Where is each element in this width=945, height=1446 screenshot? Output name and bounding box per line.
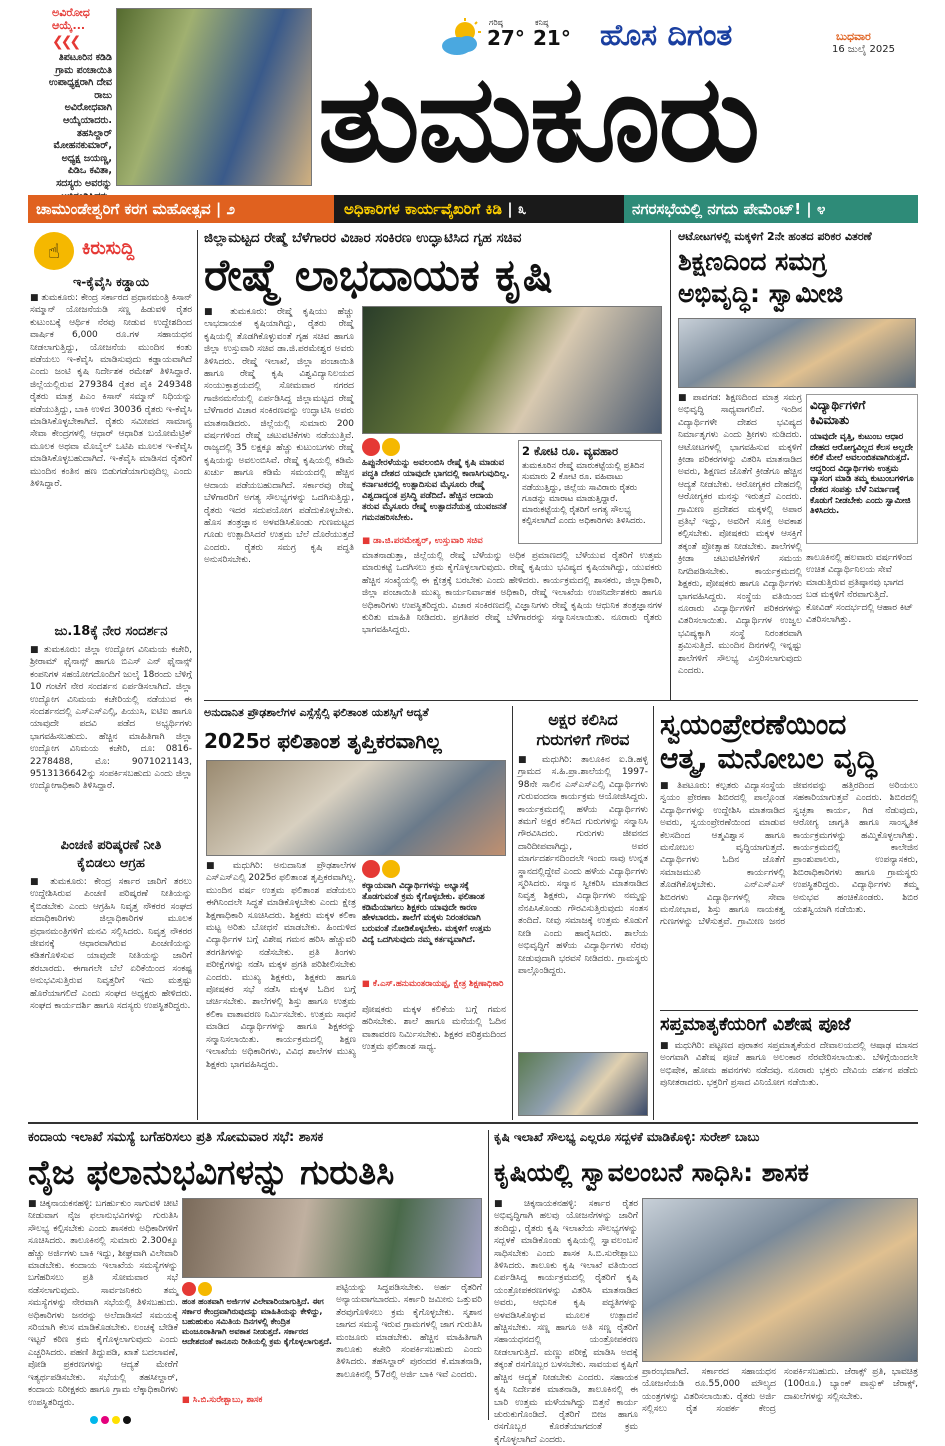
bottom-right-photo [642,1198,918,1362]
akshara-body: ■ ಮಧುಗಿರಿ: ತಾಲೂಕಿನ ಐ.ಡಿ.ಹಳ್ಳಿ ಗ್ರಾಮದ ಸ.ಹಿ.ಪ್ರಾ.ಶಾಲೆಯಲ್ಲಿ 1997-98ನೇ ಸಾಲಿನ ಎಸ್ಎಸ್ಎಲ್ಸಿ ವಿದ್ಯಾರ್ಥಿಗಳು ಗುರುವಂದನಾ ಕಾರ್ಯಕ್ರಮ ಆಯೋಜಿಸಿದ್ದರು. ಕಾರ್ಯಕ್ರಮದಲ್ಲಿ ಹಳೆಯ ವಿದ್ಯಾರ್ಥಿಗಳು ತಮಗೆ ಅಕ್ಷರ ಕಲಿಸಿದ ಗುರುಗಳನ್ನು ಸನ್ಮಾನಿಸಿ ಗೌರವಿಸಿದರು. ಗುರುಗಳು ಜೀವನದ ದಾರಿದೀಪವಾಗಿದ್ದು, ಅವರ ಮಾರ್ಗದರ್ಶನದಿಂದಲೇ ಇಂದು ನಾವು ಉನ್ನತ ಸ್ಥಾನದಲ್ಲಿದ್ದೇವೆ ಎಂದು ಹಳೆಯ ವಿದ್ಯಾರ್ಥಿಗಳು ಸ್ಮರಿಸಿದರು. ಸನ್ಮಾನ ಸ್ವೀಕರಿಸಿ ಮಾತನಾಡಿದ ನಿವೃತ್ತ ಶಿಕ್ಷಕರು, ವಿದ್ಯಾರ್ಥಿಗಳು ನಮ್ಮನ್ನು ನೆನಪಿಸಿಕೊಂಡು ಗೌರವಿಸುತ್ತಿರುವುದು ಸಂತಸ ತಂದಿದೆ. ನೀವು ಸಮಾಜಕ್ಕೆ ಉತ್ತಮ ಕೊಡುಗೆ ನೀಡಿ ಎಂದು ಹಾರೈಸಿದರು. ಶಾಲೆಯ ಅಭಿವೃದ್ಧಿಗೆ ಹಳೆಯ ವಿದ್ಯಾರ್ಥಿಗಳು ನೆರವು ನೀಡುವುದಾಗಿ ಭರವಸೆ ನೀಡಿದರು. ಗ್ರಾಮಸ್ಥರು ಪಾಲ್ಗೊಂಡಿದ್ದರು. [518,755,648,976]
svayam-body: ■ ತಿಪಟೂರು: ಕಲ್ಪತರು ವಿದ್ಯಾಸಂಸ್ಥೆಯ ಸ್ವಯಂ ಪ್ರೇರಣಾ ಶಿಬಿರದಲ್ಲಿ ಪಾಲ್ಗೊಂಡ ವಿದ್ಯಾರ್ಥಿಗಳನ್ನು ಉದ್ದೇಶಿಸಿ ಮಾತನಾಡಿದ ಅವರು, ಸ್ವಯಂಪ್ರೇರಣೆಯಿಂದ ಮಾಡುವ ಕೆಲಸದಿಂದ ಆತ್ಮವಿಶ್ವಾಸ ಹಾಗೂ ಮನೋಬಲ ವೃದ್ಧಿಯಾಗುತ್ತದೆ. ವಿದ್ಯಾರ್ಥಿಗಳು ಓದಿನ ಜೊತೆಗೆ ಸಮಾಜಮುಖಿ ಕಾರ್ಯಗಳಲ್ಲಿ ತೊಡಗಿಕೊಳ್ಳಬೇಕು. ಎನ್ಎಸ್ಎಸ್ ಶಿಬಿರಗಳು ವಿದ್ಯಾರ್ಥಿಗಳಲ್ಲಿ ಸೇವಾ ಮನೋಭಾವ, ಶಿಸ್ತು ಹಾಗೂ ನಾಯಕತ್ವ ಗುಣಗಳನ್ನು ಬೆಳೆಸುತ್ತವೆ. ಗ್ರಾಮೀಣ ಜನರ ಜೀವನವನ್ನು ಹತ್ತಿರದಿಂದ ಅರಿಯಲು ಸಹಕಾರಿಯಾಗುತ್ತವೆ ಎಂದರು. ಶಿಬಿರದಲ್ಲಿ ಸ್ವಚ್ಛತಾ ಕಾರ್ಯ, ಗಿಡ ನೆಡುವುದು, ಆರೋಗ್ಯ ಜಾಗೃತಿ ಹಾಗೂ ಸಾಂಸ್ಕೃತಿಕ ಕಾರ್ಯಕ್ರಮಗಳನ್ನು ಹಮ್ಮಿಕೊಳ್ಳಲಾಗಿತ್ತು. ಕಾರ್ಯಕ್ರಮದಲ್ಲಿ ಕಾಲೇಜಿನ ಪ್ರಾಂಶುಪಾಲರು, ಉಪನ್ಯಾಸಕರು, ಶಿಬಿರಾಧಿಕಾರಿಗಳು ಹಾಗೂ ಗ್ರಾಮಸ್ಥರು ಉಪಸ್ಥಿತರಿದ್ದರು. ವಿದ್ಯಾರ್ಥಿಗಳು ತಮ್ಮ ಅನುಭವ ಹಂಚಿಕೊಂಡರು. ಶಿಬಿರ ಯಶಸ್ವಿಯಾಗಿ ನಡೆಯಿತು. [660,781,918,928]
kiru-story-2-head: ಜು.18ಕ್ಕೆ ನೇರ ಸಂದರ್ಶನ [54,624,168,639]
lead-quote [362,438,512,544]
quote-dot-2 [382,438,400,456]
shikshana-body-col2: ತಾಲೂಕಿನಲ್ಲಿ ಹಲವಾರು ವರ್ಷಗಳಿಂದ ಉಚಿತ ವಿದ್ಯಾರ್ಥಿನಿಲಯ ಸೇವೆ ಮಾಡುತ್ತಿರುವ ಪ್ರತಿಷ್ಠಾನವು ಭಾಗದ ಬಡ ಮಕ್ಕಳಿಗೆ ನೆರವಾಗುತ್ತಿದೆ. ಕೋವಿಡ್ ಸಂದರ್ಭದಲ್ಲಿ ಆಹಾರ ಕಿಟ್ ವಿತರಿಸಲಾಗಿತ್ತು. [806,553,913,626]
lead-infobox-body: ತುಮಕೂರಿನ ರೇಷ್ಮೆ ಮಾರುಕಟ್ಟೆಯಲ್ಲಿ ಪ್ರತಿದಿನ ಸುಮಾರು 2 ಕೋಟಿ ರೂ. ವಹಿವಾಟು ನಡೆಯುತ್ತಿದ್ದು, ಜಿಲ್ಲೆಯ ಸಾವಿರಾರು ರೈತರು ಗೂಡನ್ನು ಮಾರಾಟ ಮಾಡುತ್ತಿದ್ದಾರೆ. ಮಾರುಕಟ್ಟೆಯಲ್ಲಿ ರೈತರಿಗೆ ಅಗತ್ಯ ಸೌಲಭ್ಯ ಕಲ್ಪಿಸಲಾಗಿದೆ ಎಂದು ಅಧಿಕಾರಿಗಳು ತಿಳಿಸಿದರು. [522,461,646,526]
result-body: ■ ಮಧುಗಿರಿ: ಅನುದಾನಿತ ಪ್ರೌಢಶಾಲೆಗಳ ಎಸ್ಎಸ್ಎಲ್ಸಿ 2025ರ ಫಲಿತಾಂಶ ತೃಪ್ತಿಕರವಾಗಿಲ್ಲ. ಮುಂದಿನ ವರ್ಷ ಉತ್ತಮ ಫಲಿತಾಂಶ ಪಡೆಯಲು ಈಗಿನಿಂದಲೇ ಸಿದ್ಧತೆ ಮಾಡಿಕೊಳ್ಳಬೇಕು ಎಂದು ಕ್ಷೇತ್ರ ಶಿಕ್ಷಣಾಧಿಕಾರಿ ಸೂಚಿಸಿದರು. ಶಿಕ್ಷಕರು ಮಕ್ಕಳ ಕಲಿಕಾ ಮಟ್ಟ ಅರಿತು ಬೋಧನೆ ಮಾಡಬೇಕು. ಹಿಂದುಳಿದ ವಿದ್ಯಾರ್ಥಿಗಳ ಬಗ್ಗೆ ವಿಶೇಷ ಗಮನ ಹರಿಸಿ ಹೆಚ್ಚುವರಿ ತರಗತಿಗಳನ್ನು ನಡೆಸಬೇಕು. ಪ್ರತಿ ತಿಂಗಳು ಪರೀಕ್ಷೆಗಳನ್ನು ನಡೆಸಿ ಮಕ್ಕಳ ಪ್ರಗತಿ ಪರಿಶೀಲಿಸಬೇಕು ಎಂದರು. ಮುಖ್ಯ ಶಿಕ್ಷಕರು, ಶಿಕ್ಷಕರು ಹಾಗೂ ಪೋಷಕರ ಸಭೆ ನಡೆಸಿ ಮಕ್ಕಳ ಓದಿನ ಬಗ್ಗೆ ಚರ್ಚಿಸಬೇಕು. ಶಾಲೆಗಳಲ್ಲಿ ಶಿಸ್ತು ಹಾಗೂ ಉತ್ತಮ ಕಲಿಕಾ ವಾತಾವರಣ ನಿರ್ಮಿಸಬೇಕು. ಉತ್ತಮ ಸಾಧನೆ ಮಾಡಿದ ವಿದ್ಯಾರ್ಥಿಗಳನ್ನು ಹಾಗೂ ಶಿಕ್ಷಕರನ್ನು ಸನ್ಮಾನಿಸಲಾಯಿತು. ಕಾರ್ಯಕ್ರಮದಲ್ಲಿ ಶಿಕ್ಷಣ ಇಲಾಖೆಯ ಅಧಿಕಾರಿಗಳು, ವಿವಿಧ ಶಾಲೆಗಳ ಮುಖ್ಯ ಶಿಕ್ಷಕರು ಭಾಗವಹಿಸಿದ್ದರು. [206,861,356,1070]
bottom-right-body-col2: ಪ್ರಾರಂಭವಾಗಿದೆ. ಸರ್ಕಾರದ ಸಹಾಯಧನ ಯೋಜನೆಯಡಿ ರೂ.55,000 ಮೌಲ್ಯದ ಯಂತ್ರಗಳನ್ನು ವಿತರಿಸಲಾಯಿತು. ರೈತರು ಅರ್ಜಿ ಸಲ್ಲಿಸಲು ರೈತ ಸಂಪರ್ಕ ಕೇಂದ್ರ ಸಂಪರ್ಕಿಸಬಹುದು. ಜೆರಾಕ್ಸ್ ಪ್ರತಿ, ಭಾವಚಿತ್ರ (100ರೂ.) ಬ್ಯಾಂಕ್ ಪಾಸ್ಬುಕ್ ಜೆರಾಕ್ಸ್, ದಾಖಲೆಗಳನ್ನು ಸಲ್ಲಿಸಬೇಕು. [642,1367,918,1415]
akshara-headline-1: ಅಕ್ಷರ ಕಲಿಸಿದ [548,710,618,729]
band-adhikarigala[interactable] [334,195,624,223]
band-nagarasabhe[interactable] [624,195,918,223]
quote-dot-2 [382,860,400,878]
quote-dot-1 [182,1282,196,1296]
bottom-left-body-col2: ಪಟ್ಟಿಯನ್ನು ಸಿದ್ಧಪಡಿಸಬೇಕು. ಅರ್ಹ ರೈತರಿಗೆ ಅನ್ಯಾಯವಾಗಬಾರದು. ಸರ್ಕಾರಿ ಜಮೀನು ಒತ್ತುವರಿ ತೆರವುಗೊಳಿಸಲು ಕ್ರಮ ಕೈಗೊಳ್ಳಬೇಕು. ಸ್ಮಶಾನ ಜಾಗದ ಸಮಸ್ಯೆ ಇರುವ ಗ್ರಾಮಗಳಲ್ಲಿ ಜಾಗ ಗುರುತಿಸಿ ಮಂಜೂರು ಮಾಡಬೇಕು. ಹೆಚ್ಚಿನ ಮಾಹಿತಿಗಾಗಿ ತಾಲೂಕು ಕಚೇರಿ ಸಂಪರ್ಕಿಸಬಹುದು ಎಂದು ತಿಳಿಸಿದರು. ತಹಸಿಲ್ದಾರ್ ಪುರಂದರ ಕೆ.ಮಾತನಾಡಿ, ತಾಲೂಕಿನಲ್ಲಿ 57ರಲ್ಲಿ ಅರ್ಜಿ ಬಾಕಿ ಇವೆ ಎಂದರು. [336,1283,482,1380]
lead-infobox [518,440,662,544]
shikshana-headline-1: ಶಿಕ್ಷಣದಿಂದ ಸಮಗ್ರ [678,247,827,276]
magenta-dot [101,1416,109,1424]
lead-headline: ರೇಷ್ಮೆ ಲಾಭದಾಯಕ ಕೃಷಿ [204,250,553,301]
kiru-story-1-body: ■ ತುಮಕೂರು: ಕೇಂದ್ರ ಸರ್ಕಾರದ ಪ್ರಧಾನಮಂತ್ರಿ ಕಿಸಾನ್ ಸಮ್ಮಾನ್ ಯೋಜನೆಯಡಿ ಸಣ್ಣ ಹಿಡುವಳಿ ರೈತರ ಕುಟುಂಬಕ್ಕೆ ಆರ್ಥಿಕ ನೆರವು ನೀಡುವ ಉದ್ದೇಶದಿಂದ ವಾರ್ಷಿಕ 6,000 ರೂ.ಗಳ ಸಹಾಯಧನ ನೀಡಲಾಗುತ್ತಿದ್ದು, ಯೋಜನೆಯ ಮುಂದಿನ ಕಂತು ಪಡೆಯಲು ಇ-ಕೆವೈಸಿ ಮಾಡಿಸುವುದು ಕಡ್ಡಾಯವಾಗಿದೆ ಎಂದು ಜಂಟಿ ಕೃಷಿ ನಿರ್ದೇಶಕ ರಮೇಶ್ ತಿಳಿಸಿದ್ದಾರೆ. ಜಿಲ್ಲೆಯಲ್ಲಿರುವ 279384 ರೈತರ ಪೈಕಿ 249348 ರೈತರು ಮಾತ್ರ ಪಿಎಂ ಕಿಸಾನ್ ಸಮ್ಮಾನ್ ನಿಧಿಯನ್ನು ಪಡೆಯುತ್ತಿದ್ದು, ಬಾಕಿ ಉಳಿದ 30036 ರೈತರು ಇ-ಕೆವೈಸಿ ಮಾಡಿಸಿಕೊಳ್ಳಬೇಕಾಗಿದೆ. ರೈತರು ಸಮೀಪದ ಸಾಮಾನ್ಯ ಸೇವಾ ಕೇಂದ್ರಗಳಲ್ಲಿ ಆಧಾರ್ ಆಧಾರಿತ ಬಯೋಮೆಟ್ರಿಕ್ ಮೂಲಕ ಅಥವಾ ಮೊಬೈಲ್ ಒಟಿಪಿ ಮೂಲಕ ಇ-ಕೆವೈಸಿ ಮಾಡಿಸಿಕೊಳ್ಳಬಹುದಾಗಿದೆ. ಇ-ಕೆವೈಸಿ ಮಾಡಿಸದ ರೈತರಿಗೆ ಮುಂದಿನ ಕಂತಿನ ಹಣ ಬಿಡುಗಡೆಯಾಗುವುದಿಲ್ಲ ಎಂದು ತಿಳಿಸಿದ್ದಾರೆ. [30,293,192,490]
issue-date: 16 ಜುಲೈ 2025 [832,44,895,55]
svayam-headline-2: ಆತ್ಮ, ಮನೋಬಲ ವೃದ್ಧಿ [660,742,878,775]
shikshana-body-col1: ■ ಪಾವಗಡ: ಶಿಕ್ಷಣದಿಂದ ಮಾತ್ರ ಸಮಗ್ರ ಅಭಿವೃದ್ಧಿ ಸಾಧ್ಯವಾಗಲಿದೆ. ಇಂದಿನ ವಿದ್ಯಾರ್ಥಿಗಳೇ ದೇಶದ ಭವಿಷ್ಯದ ನಿರ್ಮಾತೃಗಳು ಎಂದು ಶ್ರೀಗಳು ನುಡಿದರು. ಆಟೋಟಗಳಲ್ಲಿ ಭಾಗವಹಿಸುವ ಮಕ್ಕಳಿಗೆ ಕ್ರೀಡಾ ಪರಿಕರಗಳನ್ನು ವಿತರಿಸಿ ಮಾತನಾಡಿದ ಅವರು, ಶಿಕ್ಷಣದ ಜೊತೆಗೆ ಕ್ರೀಡೆಗೂ ಹೆಚ್ಚಿನ ಆದ್ಯತೆ ನೀಡಬೇಕು. ಆರೋಗ್ಯಕರ ದೇಹದಲ್ಲಿ ಆರೋಗ್ಯಕರ ಮನಸ್ಸು ಇರುತ್ತದೆ ಎಂದರು. ಗ್ರಾಮೀಣ ಪ್ರದೇಶದ ಮಕ್ಕಳಲ್ಲಿ ಅಪಾರ ಪ್ರತಿಭೆ ಇದ್ದು, ಅವರಿಗೆ ಸೂಕ್ತ ಅವಕಾಶ ಕಲ್ಪಿಸಬೇಕು. ಪೋಷಕರು ಮಕ್ಕಳ ಆಸಕ್ತಿಗೆ ತಕ್ಕಂತೆ ಪ್ರೋತ್ಸಾಹ ನೀಡಬೇಕು. ಶಾಲೆಗಳಲ್ಲಿ ಕ್ರೀಡಾ ಚಟುವಟಿಕೆಗಳಿಗೆ ಸಮಯ ನಿಗದಿಪಡಿಸಬೇಕು. ಕಾರ್ಯಕ್ರಮದಲ್ಲಿ ಶಿಕ್ಷಕರು, ಪೋಷಕರು ಹಾಗೂ ವಿದ್ಯಾರ್ಥಿಗಳು ಭಾಗವಹಿಸಿದ್ದರು. ಸಂಸ್ಥೆಯ ವತಿಯಿಂದ ನೂರಾರು ವಿದ್ಯಾರ್ಥಿಗಳಿಗೆ ಪರಿಕರಗಳನ್ನು ವಿತರಿಸಲಾಯಿತು. ವಿದ್ಯಾರ್ಥಿಗಳ ಉಜ್ವಲ ಭವಿಷ್ಯಕ್ಕಾಗಿ ಸಂಸ್ಥೆ ನಿರಂತರವಾಗಿ ಶ್ರಮಿಸುತ್ತಿದೆ. ಮುಂದಿನ ದಿನಗಳಲ್ಲಿ ಇನ್ನಷ್ಟು ಶಾಲೆಗಳಿಗೆ ಸೌಲಭ್ಯ ವಿಸ್ತರಿಸಲಾಗುವುದು ಎಂದರು. [678,393,802,676]
corner-tag-line1: ಅವಿರೋಧ [52,6,90,19]
chevron-left-icon: ❮❮❮ [52,34,79,50]
akshara-headline-2: ಗುರುಗಳಿಗೆ ಗೌರವ [536,730,630,749]
band-2-page: | ೩ [507,200,527,218]
result-photo [206,760,506,856]
shikshana-sidebox [806,394,918,544]
band-1-page: | ೨ [215,200,235,218]
band-2-text: ಅಧಿಕಾರಿಗಳ ಕಾರ್ಯವೈಖರಿಗೆ ಕಿಡಿ [344,200,502,218]
band-3-page: | ೪ [806,200,826,218]
column-rule [197,230,198,1120]
max-temp: 27° [487,26,525,50]
lead-infobox-head: 2 ಕೋಟಿ ರೂ. ವ್ಯವಹಾರ [522,444,619,458]
band-3-text: ನಗರಸಭೆಯಲ್ಲಿ ನಗದು ಪೇಮೆಂಟ್! [632,200,802,218]
min-temp: 21° [533,26,571,50]
column-rule [512,706,513,1120]
quote-dot-2 [198,1282,212,1296]
cyan-dot [90,1416,98,1424]
bottom-left-headline: ನೈಜ ಫಲಾನುಭವಿಗಳನ್ನು ಗುರುತಿಸಿ [28,1153,395,1193]
lead-quote-text: ಹಿಪ್ಪುನೇರಳೆಯನ್ನು ಅವಲಂಬಿಸಿ ರೇಷ್ಮೆ ಕೃಷಿ ಮಾಡುವ ಪದ್ಧತಿ ದೇಶದ ಯಾವುದೇ ಭಾಗದಲ್ಲಿ ಕಾಣಸಿಗುವುದಿಲ್ಲ. ಕರ್ನಾಟಕದಲ್ಲಿ ಉತ್ಪಾದಿಸುವ ಮೈಸೂರು ರೇಷ್ಮೆ ವಿಶ್ವದಾದ್ಯಂತ ಪ್ರಸಿದ್ಧಿ ಪಡೆದಿದೆ. ಹೆಚ್ಚಿನ ಆದಾಯ ತರುವ ಮೈಸೂರು ರೇಷ್ಮೆ ಉತ್ಪಾದನೆಯತ್ತ ಯುವಜನತೆ ಗಮನಹರಿಸಬೇಕು. [362,458,510,523]
sidebox-head-2: ಕಿವಿಮಾತು [810,413,850,427]
column-rule [488,1130,489,1420]
result-headline: 2025ರ ಫಲಿತಾಂಶ ತೃಪ್ತಿಕರವಾಗಿಲ್ಲ [204,729,442,753]
quote-dot-1 [362,438,380,456]
corner-tag [52,6,114,50]
band-chamundeshwari[interactable] [28,195,334,223]
kiru-story-3-body: ■ ತುಮಕೂರು: ಕೇಂದ್ರ ಸರ್ಕಾರ ಜಾರಿಗೆ ತರಲು ಉದ್ದೇಶಿಸಿರುವ ಪಿಂಚಣಿ ಪರಿಷ್ಕರಣೆ ನೀತಿಯನ್ನು ಕೈಬಿಡಬೇಕು ಎಂದು ಆಗ್ರಹಿಸಿ ನಿವೃತ್ತ ನೌಕರರ ಸಂಘದ ಪದಾಧಿಕಾರಿಗಳು ಜಿಲ್ಲಾಧಿಕಾರಿಗಳ ಮೂಲಕ ಪ್ರಧಾನಮಂತ್ರಿಗಳಿಗೆ ಮನವಿ ಸಲ್ಲಿಸಿದರು. ನಿವೃತ್ತ ನೌಕರರ ಜೀವನಕ್ಕೆ ಆಧಾರವಾಗಿರುವ ಪಿಂಚಣಿಯನ್ನು ಕಡಿತಗೊಳಿಸುವ ಯಾವುದೇ ನೀತಿಯನ್ನು ಜಾರಿಗೆ ತರಬಾರದು. ಈಗಾಗಲೇ ಬೆಲೆ ಏರಿಕೆಯಿಂದ ಸಂಕಷ್ಟ ಅನುಭವಿಸುತ್ತಿರುವ ನಿವೃತ್ತರಿಗೆ ಇದು ಮತ್ತಷ್ಟು ಹೊರೆಯಾಗಲಿದೆ ಎಂದು ಸಂಘದ ಅಧ್ಯಕ್ಷರು ಹೇಳಿದರು. ಸಂಘದ ಕಾರ್ಯದರ್ಶಿ ಹಾಗೂ ಸದಸ್ಯರು ಉಪಸ್ಥಿತರಿದ್ದರು. [30,877,192,1012]
bottom-left-kicker: ಕಂದಾಯ ಇಲಾಖೆ ಸಮಸ್ಯೆ ಬಗೆಹರಿಸಲು ಪ್ರತಿ ಸೋಮವಾರ ಸಭೆ: ಶಾಸಕ [28,1130,324,1145]
saptamatr-headline: ಸಪ್ತಮಾತೃಕೆಯರಿಗೆ ವಿಶೇಷ ಪೂಜೆ [660,1014,851,1035]
lead-body-col2: ಮಾತನಾಡುತ್ತಾ, ಜಿಲ್ಲೆಯಲ್ಲಿ ರೇಷ್ಮೆ ಬೆಳೆಯನ್ನು ಅಧಿಕ ಪ್ರಮಾಣದಲ್ಲಿ ಬೆಳೆಯುವ ರೈತರಿಗೆ ಉತ್ತಮ ಮಾರುಕಟ್ಟೆ ಒದಗಿಸಲು ಕ್ರಮ ಕೈಗೊಳ್ಳಲಾಗುವುದು. ರೇಷ್ಮೆ ಕೃಷಿಯು ಭವಿಷ್ಯದ ಕೃಷಿಯಾಗಿದ್ದು, ಯುವಕರು ಹೆಚ್ಚಿನ ಸಂಖ್ಯೆಯಲ್ಲಿ ಈ ಕ್ಷೇತ್ರಕ್ಕೆ ಬರಬೇಕು ಎಂದು ಹೇಳಿದರು. ಕಾರ್ಯಕ್ರಮದಲ್ಲಿ ಶಾಸಕರು, ಜಿಲ್ಲಾಧಿಕಾರಿ, ಜಿಲ್ಲಾ ಪಂಚಾಯಿತಿ ಮುಖ್ಯ ಕಾರ್ಯನಿರ್ವಾಹಕ ಅಧಿಕಾರಿ, ರೇಷ್ಮೆ ಇಲಾಖೆಯ ಉಪನಿರ್ದೇಶಕರು ಹಾಗೂ ಅಧಿಕಾರಿಗಳು ಉಪಸ್ಥಿತರಿದ್ದರು. ವಿಚಾರ ಸಂಕಿರಣದಲ್ಲಿ ವಿಜ್ಞಾನಿಗಳು ರೇಷ್ಮೆ ಕೃಷಿಯ ಆಧುನಿಕ ತಂತ್ರಜ್ಞಾನಗಳ ಕುರಿತು ಮಾಹಿತಿ ನೀಡಿದರು. ಪ್ರಗತಿಪರ ರೇಷ್ಮೆ ಬೆಳೆಗಾರರನ್ನು ಸನ್ಮಾನಿಸಲಾಯಿತು. ನೂರಾರು ರೈತರು ಭಾಗವಹಿಸಿದ್ದರು. [362,551,662,636]
bottom-left-quote-byline: ■ ಸಿ.ಬಿ.ಸುರೇಶ್ಬಾಬು, ಶಾಸಕ [182,1394,263,1404]
kiru-story-3-head-2: ಕೈಬಿಡಲು ಆಗ್ರಹ [77,856,145,871]
shikshana-photo [678,318,916,388]
bottom-left-quote [182,1282,332,1394]
bottom-right-body-col1: ■ ಚಿಕ್ಕನಾಯಕನಹಳ್ಳಿ: ಸರ್ಕಾರ ರೈತರ ಅಭಿವೃದ್ಧಿಗಾಗಿ ಹಲವು ಯೋಜನೆಗಳನ್ನು ಜಾರಿಗೆ ತಂದಿದ್ದು, ರೈತರು ಕೃಷಿ ಇಲಾಖೆಯ ಸೌಲಭ್ಯಗಳನ್ನು ಸದ್ಬಳಕೆ ಮಾಡಿಕೊಂಡು ಕೃಷಿಯಲ್ಲಿ ಸ್ವಾವಲಂಬನೆ ಸಾಧಿಸಬೇಕು ಎಂದು ಶಾಸಕ ಸಿ.ಬಿ.ಸುರೇಶ್ಬಾಬು ತಿಳಿಸಿದರು. ತಾಲೂಕು ಕೃಷಿ ಇಲಾಖೆ ವತಿಯಿಂದ ಏರ್ಪಡಿಸಿದ್ದ ಕಾರ್ಯಕ್ರಮದಲ್ಲಿ ರೈತರಿಗೆ ಕೃಷಿ ಯಂತ್ರೋಪಕರಣಗಳನ್ನು ವಿತರಿಸಿ ಮಾತನಾಡಿದ ಅವರು, ಆಧುನಿಕ ಕೃಷಿ ಪದ್ಧತಿಗಳನ್ನು ಅಳವಡಿಸಿಕೊಳ್ಳುವ ಮೂಲಕ ಉತ್ಪಾದನೆ ಹೆಚ್ಚಿಸಬೇಕು. ಸಣ್ಣ ಹಾಗೂ ಅತಿ ಸಣ್ಣ ರೈತರಿಗೆ ಸಹಾಯಧನದಲ್ಲಿ ಯಂತ್ರೋಪಕರಣ ನೀಡಲಾಗುತ್ತಿದೆ. ಮಣ್ಣು ಪರೀಕ್ಷೆ ಮಾಡಿಸಿ ಅದಕ್ಕೆ ತಕ್ಕಂತೆ ರಸಗೊಬ್ಬರ ಬಳಸಬೇಕು. ಸಾವಯವ ಕೃಷಿಗೆ ಹೆಚ್ಚಿನ ಆದ್ಯತೆ ನೀಡಬೇಕು ಎಂದರು. ಸಹಾಯಕ ಕೃಷಿ ನಿರ್ದೇಶಕ ಮಾತನಾಡಿ, ತಾಲೂಕಿನಲ್ಲಿ ಈ ಬಾರಿ ಉತ್ತಮ ಮಳೆಯಾಗಿದ್ದು ಬಿತ್ತನೆ ಕಾರ್ಯ ಚುರುಕುಗೊಂಡಿದೆ. ರೈತರಿಗೆ ಬೀಜ ಹಾಗೂ ರಸಗೊಬ್ಬರ ಕೊರತೆಯಾಗದಂತೆ ಕ್ರಮ ಕೈಗೊಳ್ಳಲಾಗಿದೆ ಎಂದರು. [494,1199,638,1445]
black-dot [123,1416,131,1424]
shikshana-kicker: ಆಟೋಟಗಳಲ್ಲಿ ಮಕ್ಕಳಿಗೆ 2ನೇ ಹಂತದ ಪರಿಕರ ವಿತರಣೆ [678,230,872,243]
lead-photo [362,306,662,434]
edition-title: ತುಮಕೂರು [318,50,759,189]
band-1-text: ಚಾಮುಂಡೇಶ್ವರಿಗೆ ಕರಗ ಮಹೋತ್ಸವ [36,200,211,218]
column-rule [670,230,671,700]
sidebox-body: ಯಾವುದೇ ವೃತ್ತಿ, ಕುಟುಂಬ ಆಧಾರ ದೇಹದ ಆರೋಗ್ಯವಿಲ್ಲದ ಕೆಲಸ ಅಲ್ಲದೇ ಕಲಿಕೆ ಮೇಲೆ ಅವಲಂಬಿತವಾಗಿರುತ್ತದೆ. ಆದ್ದರಿಂದ ವಿದ್ಯಾರ್ಥಿಗಳು ಉತ್ತಮ ವ್ಯಾಸಂಗ ಮಾಡಿ ತಮ್ಮ ಕುಟುಂಬಗಳಿಗೂ ದೇಶದ ಸಂಪತ್ತು ಬೆಳೆ ನಿರ್ಮಾಣಕ್ಕೆ ಕೊಡುಗೆ ನೀಡಬೇಕು ಎಂದು ಸ್ವಾಮೀಜಿ ತಿಳಿಸಿದರು. [810,431,914,516]
lead-quote-byline: ■ ಡಾ.ಜಿ.ಪರಮೇಶ್ವರ್, ಉಸ್ತುವಾರಿ ಸಚಿವ [362,536,483,546]
svayam-headline-1: ಸ್ವಯಂಪ್ರೇರಣೆಯಿಂದ [660,708,847,741]
quote-icon [362,860,506,878]
yellow-dot [112,1416,120,1424]
bottom-left-quote-text: ಹಂತ ಹಂತವಾಗಿ ಅರ್ಜಿಗಳ ವಿಲೇವಾರಿಯಾಗುತ್ತಿದೆ. ಈಗ ಸರ್ಕಾರ ಕೇಂದ್ರವಾಗಿರುವುದನ್ನು ಮಾಹಿತಿಯನ್ನು ಕೇಳಿದ್ದು, ಬಹುಹುಕುಂ ಸಮಿತಿಯ ದಿನಗಳಲ್ಲಿ ಕೇಂದ್ರಿತ ಮಂಜೂರಾತಿಗಾಗಿ ಅವಕಾಶ ನೀಡುತ್ತದೆ. ಸರ್ಕಾರದ ಆದೇಶದಂತೆ ಕಾನೂನು ರೀತಿಯಲ್ಲಿ ಕ್ರಮ ಕೈಗೊಳ್ಳಲಾಗುತ್ತದೆ. [182,1297,332,1346]
result-kicker: ಅನುದಾನಿತ ಪ್ರೌಢಶಾಲೆಗಳ ಎಸ್ಸೆಸ್ಸೆಲ್ಸಿ ಫಲಿತಾಂಶ ಯಶಸ್ಸಿಗೆ ಆದ್ಯತೆ [204,706,429,719]
result-quote-byline: ■ ಕೆ.ಎಸ್.ಹನುಮಂತರಾಯಪ್ಪ, ಕ್ಷೇತ್ರ ಶಿಕ್ಷಣಾಧಿಕಾರಿ [362,978,504,988]
hand-pointer-icon: ☝ [34,232,74,270]
shikshana-headline-2: ಅಭಿವೃದ್ಧಿ: ಸ್ವಾಮೀಜಿ [678,279,844,308]
lead-body-col1: ■ ತುಮಕೂರು: ರೇಷ್ಮೆ ಕೃಷಿಯು ಹೆಚ್ಚು ಲಾಭದಾಯಕ ಕೃಷಿಯಾಗಿದ್ದು, ರೈತರು ರೇಷ್ಮೆ ಕೃಷಿಯಲ್ಲಿ ತೊಡಗಿಕೊಳ್ಳುವಂತೆ ಗೃಹ ಸಚಿವ ಹಾಗೂ ಜಿಲ್ಲಾ ಉಸ್ತುವಾರಿ ಸಚಿವ ಡಾ.ಜಿ.ಪರಮೇಶ್ವರ ಅವರು ತಿಳಿಸಿದರು. ರೇಷ್ಮೆ ಇಲಾಖೆ, ಜಿಲ್ಲಾ ಪಂಚಾಯಿತಿ ಹಾಗೂ ರೇಷ್ಮೆ ಕೃಷಿ ವಿಶ್ವವಿದ್ಯಾನಿಲಯದ ಸಂಯುಕ್ತಾಶ್ರಯದಲ್ಲಿ ಸೋಮವಾರ ನಗರದ ಗಾಜಿನಮನೆಯಲ್ಲಿ ಏರ್ಪಡಿಸಿದ್ದ ಜಿಲ್ಲಾಮಟ್ಟದ ರೇಷ್ಮೆ ಬೆಳೆಗಾರರ ವಿಚಾರ ಸಂಕಿರಣವನ್ನು ಉದ್ಘಾಟಿಸಿ ಅವರು ಮಾತನಾಡಿದರು. ಜಿಲ್ಲೆಯಲ್ಲಿ ಸುಮಾರು 200 ವರ್ಷಗಳಿಂದ ರೇಷ್ಮೆ ಚಟುವಟಿಕೆಗಳು ನಡೆಯುತ್ತಿವೆ. ರಾಜ್ಯದಲ್ಲಿ 35 ಲಕ್ಷಕ್ಕೂ ಹೆಚ್ಚು ಕುಟುಂಬಗಳು ರೇಷ್ಮೆ ಕೃಷಿಯನ್ನು ಅವಲಂಬಿಸಿವೆ. ರೇಷ್ಮೆ ಕೃಷಿಯಲ್ಲಿ ಕಡಿಮೆ ಖರ್ಚು ಹಾಗೂ ಕಡಿಮೆ ಸಮಯದಲ್ಲಿ ಹೆಚ್ಚಿನ ಆದಾಯ ಪಡೆಯಬಹುದಾಗಿದೆ. ಸರ್ಕಾರವು ರೇಷ್ಮೆ ಬೆಳೆಗಾರರಿಗೆ ಅಗತ್ಯ ಸೌಲಭ್ಯಗಳನ್ನು ಒದಗಿಸುತ್ತಿದ್ದು, ರೈತರು ಇದರ ಸದುಪಯೋಗ ಪಡೆದುಕೊಳ್ಳಬೇಕು. ಹೊಸ ತಂತ್ರಜ್ಞಾನ ಅಳವಡಿಸಿಕೊಂಡು ಗುಣಮಟ್ಟದ ಗೂಡು ಉತ್ಪಾದಿಸಿದರೆ ಉತ್ತಮ ಬೆಲೆ ದೊರೆಯುತ್ತದೆ ಎಂದರು. ರೈತರು ಸಮಗ್ರ ಕೃಷಿ ಪದ್ಧತಿ ಅನುಸರಿಸಬೇಕು. [204,307,354,566]
section-rule [660,1010,918,1011]
issue-day: ಬುಧವಾರ [836,30,871,43]
bottom-left-photo [182,1198,482,1278]
kiru-story-3-head-1: ಪಿಂಚಣಿ ಪರಿಷ್ಕರಣೆ ನೀತಿ [60,838,162,853]
saptamatr-body: ■ ಮಧುಗಿರಿ: ಪಟ್ಟಣದ ಪುರಾತನ ಸಪ್ತಮಾತೃಕೆಯರ ದೇವಾಲಯದಲ್ಲಿ ಆಷಾಢ ಮಾಸದ ಅಂಗವಾಗಿ ವಿಶೇಷ ಪೂಜೆ ಹಾಗೂ ಅಲಂಕಾರ ನೆರವೇರಿಸಲಾಯಿತು. ಬೆಳಿಗ್ಗೆಯಿಂದಲೇ ಅಭಿಷೇಕ, ಹೋಮ ಹವನಗಳು ನಡೆದವು. ನೂರಾರು ಭಕ್ತರು ದೇವಿಯ ದರ್ಶನ ಪಡೆದು ಪುನೀತರಾದರು. ಭಕ್ತರಿಗೆ ಪ್ರಸಾದ ವಿನಿಯೋಗ ನಡೆಯಿತು. [660,1041,918,1089]
kirusuddi-title: ಕಿರುಸುದ್ದಿ [82,238,135,259]
corner-tag-line2: ಆಯ್ಕೆ... [52,19,86,32]
quote-icon [182,1282,332,1296]
kiru-story-1-head: ಇ-ಕೈವೈಸಿ ಕಡ್ಡಾಯ [73,274,149,289]
column-rule [653,706,654,1120]
bottom-right-kicker: ಕೃಷಿ ಇಲಾಖೆ ಸೌಲಭ್ಯ ಎಲ್ಲರೂ ಸದ್ಬಳಕೆ ಮಾಡಿಕೊಳ್ಳಿ: ಸುರೇಶ್ ಬಾಬು [494,1130,760,1144]
quote-dot-1 [362,860,380,878]
section-rule [204,700,918,701]
bottom-left-body-col1: ■ ಚಿಕ್ಕನಾಯಕನಹಳ್ಳಿ: ಬಗರ್ಹುಕುಂ ಸಾಗುವಳಿ ಚೀಟಿ ನೀಡುವಾಗ ನೈಜ ಫಲಾನುಭವಿಗಳನ್ನು ಗುರುತಿಸಿ ಸೌಲಭ್ಯ ಕಲ್ಪಿಸಬೇಕು ಎಂದು ಶಾಸಕರು ಅಧಿಕಾರಿಗಳಿಗೆ ಸೂಚಿಸಿದರು. ತಾಲೂಕಿನಲ್ಲಿ ಸುಮಾರು 2.300ಕ್ಕೂ ಹೆಚ್ಚು ಅರ್ಜಿಗಳು ಬಾಕಿ ಇದ್ದು, ಶೀಘ್ರವಾಗಿ ವಿಲೇವಾರಿ ಮಾಡಬೇಕು. ಕಂದಾಯ ಇಲಾಖೆಯ ಸಮಸ್ಯೆಗಳನ್ನು ಬಗೆಹರಿಸಲು ಪ್ರತಿ ಸೋಮವಾರ ಸಭೆ ನಡೆಸಲಾಗುವುದು. ಸಾರ್ವಜನಿಕರು ತಮ್ಮ ಸಮಸ್ಯೆಗಳನ್ನು ನೇರವಾಗಿ ಸಭೆಯಲ್ಲಿ ತಿಳಿಸಬಹುದು. ಅಧಿಕಾರಿಗಳು ಜನರನ್ನು ಅಲೆದಾಡಿಸದೆ ಸಮಯಕ್ಕೆ ಸರಿಯಾಗಿ ಕೆಲಸ ಮಾಡಿಕೊಡಬೇಕು. ಲಂಚಕ್ಕೆ ಬೇಡಿಕೆ ಇಟ್ಟರೆ ಕಠಿಣ ಕ್ರಮ ಕೈಗೊಳ್ಳಲಾಗುವುದು ಎಂದು ಎಚ್ಚರಿಸಿದರು. ಪಹಣಿ ತಿದ್ದುಪಡಿ, ಖಾತೆ ಬದಲಾವಣೆ, ಪೋಡಿ ಪ್ರಕರಣಗಳನ್ನು ಆದ್ಯತೆ ಮೇರೆಗೆ ಇತ್ಯರ್ಥಪಡಿಸಬೇಕು. ಸಭೆಯಲ್ಲಿ ತಹಸೀಲ್ದಾರ್, ಕಂದಾಯ ನಿರೀಕ್ಷಕರು ಹಾಗೂ ಗ್ರಾಮ ಲೆಕ್ಕಾಧಿಕಾರಿಗಳು ಉಪಸ್ಥಿತರಿದ್ದರು. [28,1199,178,1408]
bottom-right-headline: ಕೃಷಿಯಲ್ಲಿ ಸ್ವಾವಲಂಬನೆ ಸಾಧಿಸಿ: ಶಾಸಕ [494,1158,809,1187]
paper-logo: ಹೊಸ ದಿಗಂತ [600,18,733,53]
registration-marks [90,1416,131,1424]
lead-kicker: ಜಿಲ್ಲಾಮಟ್ಟದ ರೇಷ್ಮೆ ಬೆಳೆಗಾರರ ವಿಚಾರ ಸಂಕಿರಣ ಉದ್ಘಾಟಿಸಿದ ಗೃಹ ಸಚಿವ [204,230,522,246]
kirusuddi-header [30,230,192,272]
corner-photo [116,8,312,186]
result-quote-text: ಕಠ್ಯಾಯವಾಗಿ ವಿದ್ಯಾರ್ಥಿಗಳನ್ನು ಅಭ್ಯಾಸಕ್ಕೆ ತೊಡಗುವಂತೆ ಕ್ರಮ ಕೈಗೊಳ್ಳಬೇಕು. ಫಲಿತಾಂಶ ಕಡಿಮೆಯಾಗಲು ಶಿಕ್ಷಕರು ಯಾವುದೇ ಕಾರಣ ಹೇಳಬಾರದು. ಶಾಲೆಗೆ ಮಕ್ಕಳು ನಿರಂತರವಾಗಿ ಬರುವಂತೆ ನೋಡಿಕೊಳ್ಳಬೇಕು. ಮಕ್ಕಳಿಗೆ ಉತ್ತಮ ವಿದ್ಯೆ ಒದಗಿಸುವುದು ನಮ್ಮ ಕರ್ತವ್ಯವಾಗಿದೆ. [362,880,491,944]
akshara-photo [518,1052,648,1116]
sidebox-head-1: ವಿದ್ಯಾರ್ಥಿಗಳಿಗೆ [810,398,866,412]
result-body-col2: ಪೋಷಕರು ಮಕ್ಕಳ ಕಲಿಕೆಯ ಬಗ್ಗೆ ಗಮನ ಹರಿಸಬೇಕು. ಶಾಲೆ ಹಾಗೂ ಮನೆಯಲ್ಲಿ ಓದಿನ ವಾತಾವರಣ ನಿರ್ಮಿಸಬೇಕು. ಶಿಕ್ಷಕರ ಪರಿಶ್ರಮದಿಂದ ಉತ್ತಮ ಫಲಿತಾಂಶ ಸಾಧ್ಯ. [362,1005,506,1053]
quote-icon [362,438,512,456]
result-quote [362,860,506,992]
kiru-story-2-body: ■ ತುಮಕೂರು: ಜಿಲ್ಲಾ ಉದ್ಯೋಗ ವಿನಿಮಯ ಕಚೇರಿ, ಶ್ರೀರಾಮ್ ಫೈನಾನ್ಸ್ ಹಾಗೂ ಬಿಎಸ್ ಎನ್ ಫೈನಾನ್ಸ್ ಕಂಪನಿಗಳ ಸಹಯೋಗದೊಂದಿಗೆ ಜುಲೈ 18ರಂದು ಬೆಳಿಗ್ಗೆ 10 ಗಂಟೆಗೆ ನೇರ ಸಂದರ್ಶನ ಏರ್ಪಡಿಸಲಾಗಿದೆ. ಜಿಲ್ಲಾ ಉದ್ಯೋಗ ವಿನಿಮಯ ಕಚೇರಿಯಲ್ಲಿ ನಡೆಯುವ ಈ ಸಂದರ್ಶನದಲ್ಲಿ ಎಸ್ಎಸ್ಎಲ್ಸಿ, ಪಿಯುಸಿ, ಐಟಿಐ ಹಾಗೂ ಯಾವುದೇ ಪದವಿ ಪಡೆದ ಅಭ್ಯರ್ಥಿಗಳು ಭಾಗವಹಿಸಬಹುದು. ಹೆಚ್ಚಿನ ಮಾಹಿತಿಗಾಗಿ ಜಿಲ್ಲಾ ಉದ್ಯೋಗ ವಿನಿಮಯ ಕಚೇರಿ, ದೂ: 0816-2278488, ಮೊ: 9071021143, 9513136642ನ್ನು ಸಂಪರ್ಕಿಸಬಹುದು ಎಂದು ಜಿಲ್ಲಾ ಉದ್ಯೋಗಾಧಿಕಾರಿ ತಿಳಿಸಿದ್ದಾರೆ. [30,645,192,792]
max-temp-label: ಗರಿಷ್ಠ [489,18,503,27]
corner-caption: ತಿಪಟೂರಿನ ಕಡಿಡಿ ಗ್ರಾಮ ಪಂಚಾಯಿತಿ ಉಪಾಧ್ಯಕ್ಷರಾಗಿ ದೇವ ರಾಜು ಅವಿರೋಧವಾಗಿ ಆಯ್ಕೆಯಾದರು. ತಹಸಿಲ್ದಾರ್ ಮೋಹನಕುಮಾರ್, ಅಧ್ಯಕ್ಷ ಜಯಣ್ಣ, ಪಿಡಿಒ ಕವಿತಾ, ಸದಸ್ಯರು ಅವರನ್ನು [48,52,112,189]
section-rule [28,1122,918,1124]
min-temp-label: ಕನಿಷ್ಠ [535,18,549,27]
